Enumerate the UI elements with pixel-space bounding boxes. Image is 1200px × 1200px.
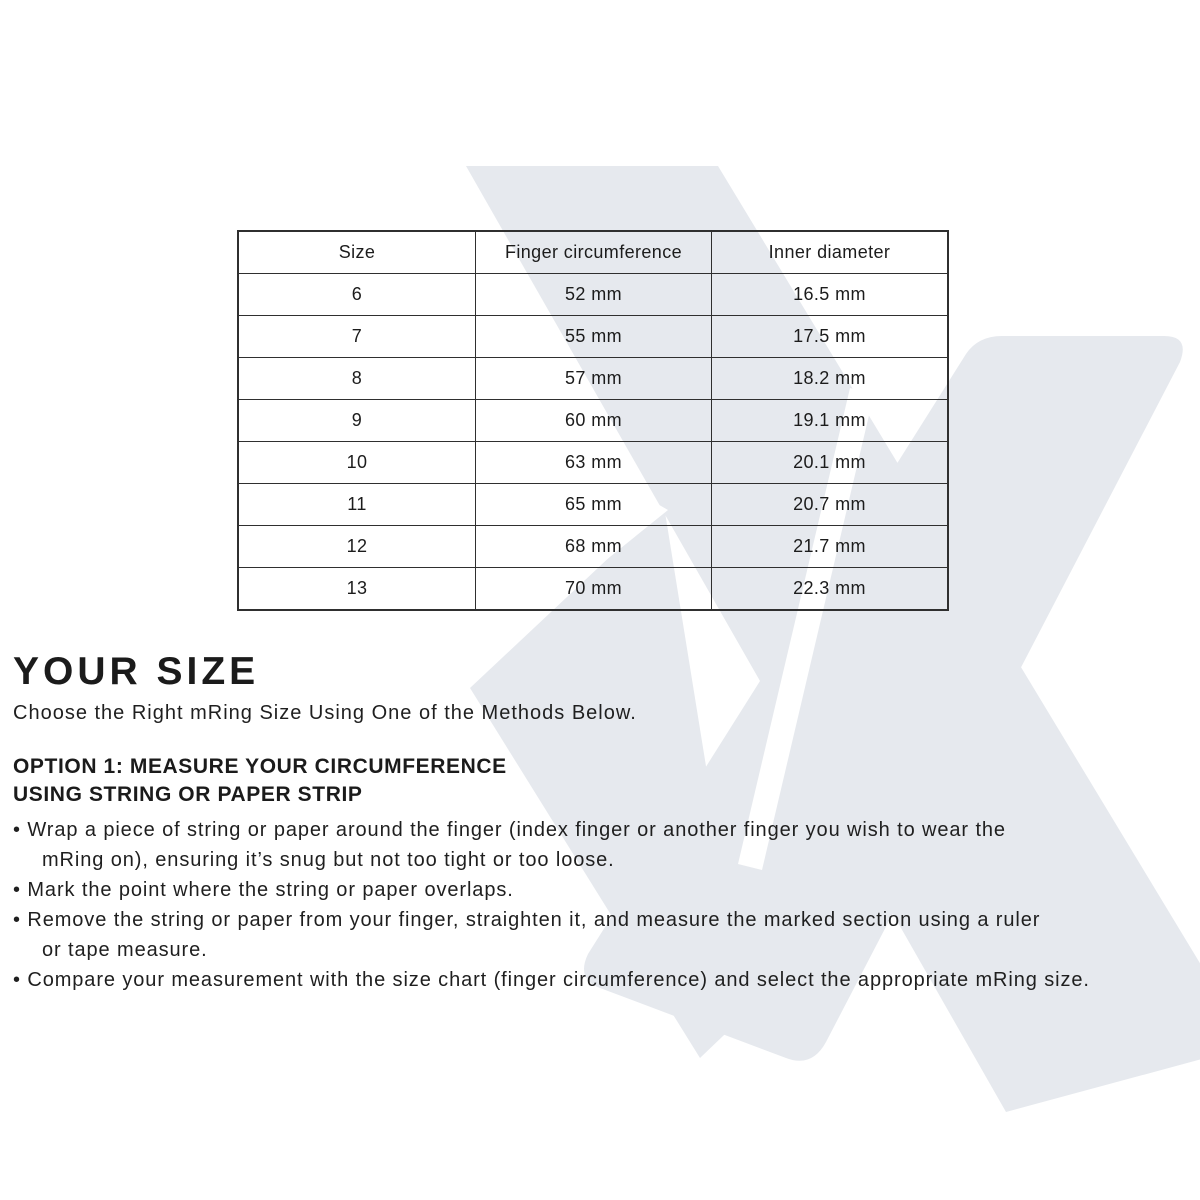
instruction-line-continuation: mRing on), ensuring it’s snug but not too tight or too loose. [42,849,615,871]
table-row [238,442,948,484]
header-size: Size [238,231,476,274]
circumference-cell: 55 mm [476,316,712,358]
size-cell: 10 [238,442,476,484]
diameter-cell: 17.5 mm [712,316,949,358]
table-row [238,526,948,568]
instruction-line: • Remove the string or paper from your finger, straighten it, and measure the marked section using a ruler [13,909,1041,931]
diameter-cell: 22.3 mm [712,568,949,611]
size-table-header-row [238,231,948,274]
circumference-cell: 60 mm [476,400,712,442]
size-cell: 6 [238,274,476,316]
size-cell: 7 [238,316,476,358]
diameter-cell: 19.1 mm [712,400,949,442]
header-finger-circumference: Finger circumference [476,231,712,274]
table-row [238,316,948,358]
size-cell: 8 [238,358,476,400]
instruction-line: • Mark the point where the string or paper overlaps. [13,879,514,901]
instruction-line: • Compare your measurement with the size chart (finger circumference) and select the appropriate mRing size. [13,969,1090,991]
option1-heading [13,753,507,809]
diameter-cell: 21.7 mm [712,526,949,568]
size-cell: 12 [238,526,476,568]
instruction-line: • Wrap a piece of string or paper around the finger (index finger or another finger you wish to wear the [13,819,1006,841]
size-cell: 9 [238,400,476,442]
circumference-cell: 63 mm [476,442,712,484]
circumference-cell: 70 mm [476,568,712,611]
circumference-cell: 65 mm [476,484,712,526]
diameter-cell: 20.7 mm [712,484,949,526]
option1-heading-line2: USING STRING OR PAPER STRIP [13,783,363,806]
circumference-cell: 68 mm [476,526,712,568]
diameter-cell: 20.1 mm [712,442,949,484]
size-cell: 13 [238,568,476,611]
header-inner-diameter: Inner diameter [712,231,949,274]
table-row [238,274,948,316]
table-row [238,568,948,611]
circumference-cell: 57 mm [476,358,712,400]
diameter-cell: 16.5 mm [712,274,949,316]
ring-size-table [237,230,949,611]
option1-heading-line1: OPTION 1: MEASURE YOUR CIRCUMFERENCE [13,755,507,778]
diameter-cell: 18.2 mm [712,358,949,400]
table-row [238,400,948,442]
page-title: YOUR SIZE [13,650,260,693]
page-subtitle: Choose the Right mRing Size Using One of the Methods Below. [13,702,637,724]
table-row [238,484,948,526]
size-cell: 11 [238,484,476,526]
circumference-cell: 52 mm [476,274,712,316]
option1-instructions [13,815,1193,995]
table-row [238,358,948,400]
instruction-line-continuation: or tape measure. [42,939,208,961]
